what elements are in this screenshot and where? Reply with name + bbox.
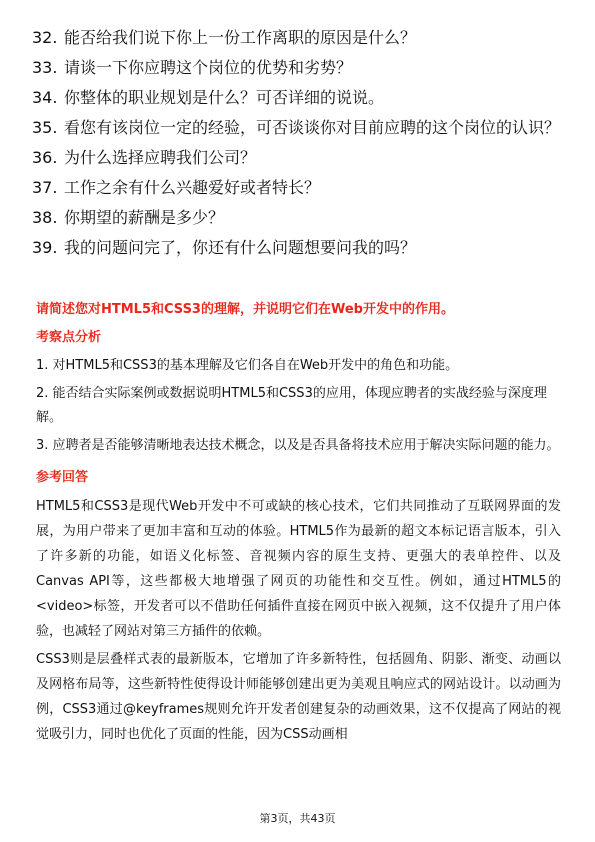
question-number: 34. (32, 88, 58, 107)
question-number: 38. (32, 208, 58, 227)
question-item (32, 116, 572, 140)
question-text: 看您有该岗位一定的经验，可否谈谈你对目前应聘的这个岗位的认识？ (64, 118, 561, 137)
question-number: 32. (32, 28, 58, 47)
answer-heading: 参考回答 (36, 470, 89, 485)
answer-paragraph: CSS3则是层叠样式表的最新版本，它增加了许多新特性，包括圆角、阴影、渐变、动画以及网格布局等，这些新特性使得设计师能够创建出更为美观且响应式的网站设计。以动画为例，CSS3通过@keyframes规则允许开发者创建复杂的动画效果，这不仅提高了网站的视觉吸引力，同时也优化了页面的性能，因为CSS动画相 (36, 652, 561, 742)
question-item (32, 146, 572, 170)
question-number: 39. (32, 238, 58, 257)
answer-paragraph: HTML5和CSS3是现代Web开发中不可或缺的核心技术，它们共同推动了互联网界面的发展，为用户带来了更加丰富和互动的体验。HTML5作为最新的超文本标记语言版本，引入了许多新的功能，如语义化标签、音视频内容的原生支持、更强大的表单控件、以及Canvas API等，这些都极大地增强了网页的功能性和交互性。例如，通过HTML5的<video>标签，开发者可以不借助任何插件直接在网页中嵌入视频，这不仅提升了用户体验，也减轻了网站对第三方插件的依赖。 (36, 499, 561, 639)
question-item (32, 56, 572, 80)
question-number: 36. (32, 148, 58, 167)
question-text: 为什么选择应聘我们公司？ (64, 148, 257, 167)
question-number: 33. (32, 58, 58, 77)
analysis-item: 2. 能否结合实际案例或数据说明HTML5和CSS3的应用，体现应聘者的实战经验与深度理解。 (36, 386, 547, 425)
question-item (32, 206, 572, 230)
question-text: 请谈一下你应聘这个岗位的优势和劣势？ (64, 58, 353, 77)
question-item (32, 236, 572, 260)
question-item (32, 86, 572, 110)
question-text: 能否给我们说下你上一份工作离职的原因是什么？ (64, 28, 417, 47)
question-number: 35. (32, 118, 58, 137)
question-text: 工作之余有什么兴趣爱好或者特长？ (64, 178, 321, 197)
question-text: 我的问题问完了，你还有什么问题想要问我的吗？ (64, 238, 417, 257)
analysis-item: 3. 应聘者是否能够清晰地表达技术概念，以及是否具备将技术应用于解决实际问题的能力。 (36, 438, 560, 453)
analysis-item: 1. 对HTML5和CSS3的基本理解及它们各自在Web开发中的角色和功能。 (36, 358, 459, 373)
question-text: 你整体的职业规划是什么？可否详细的说说。 (64, 88, 385, 107)
question-list (32, 26, 572, 266)
question-detail (36, 300, 561, 750)
page-footer: 第3页，共43页 (259, 812, 336, 825)
question-item (32, 26, 572, 50)
question-text: 你期望的薪酬是多少？ (64, 208, 225, 227)
question-prompt: 请简述您对HTML5和CSS3的理解，并说明它们在Web开发中的作用。 (36, 302, 454, 317)
question-item (32, 176, 572, 200)
question-number: 37. (32, 178, 58, 197)
analysis-heading: 考察点分析 (36, 330, 102, 345)
